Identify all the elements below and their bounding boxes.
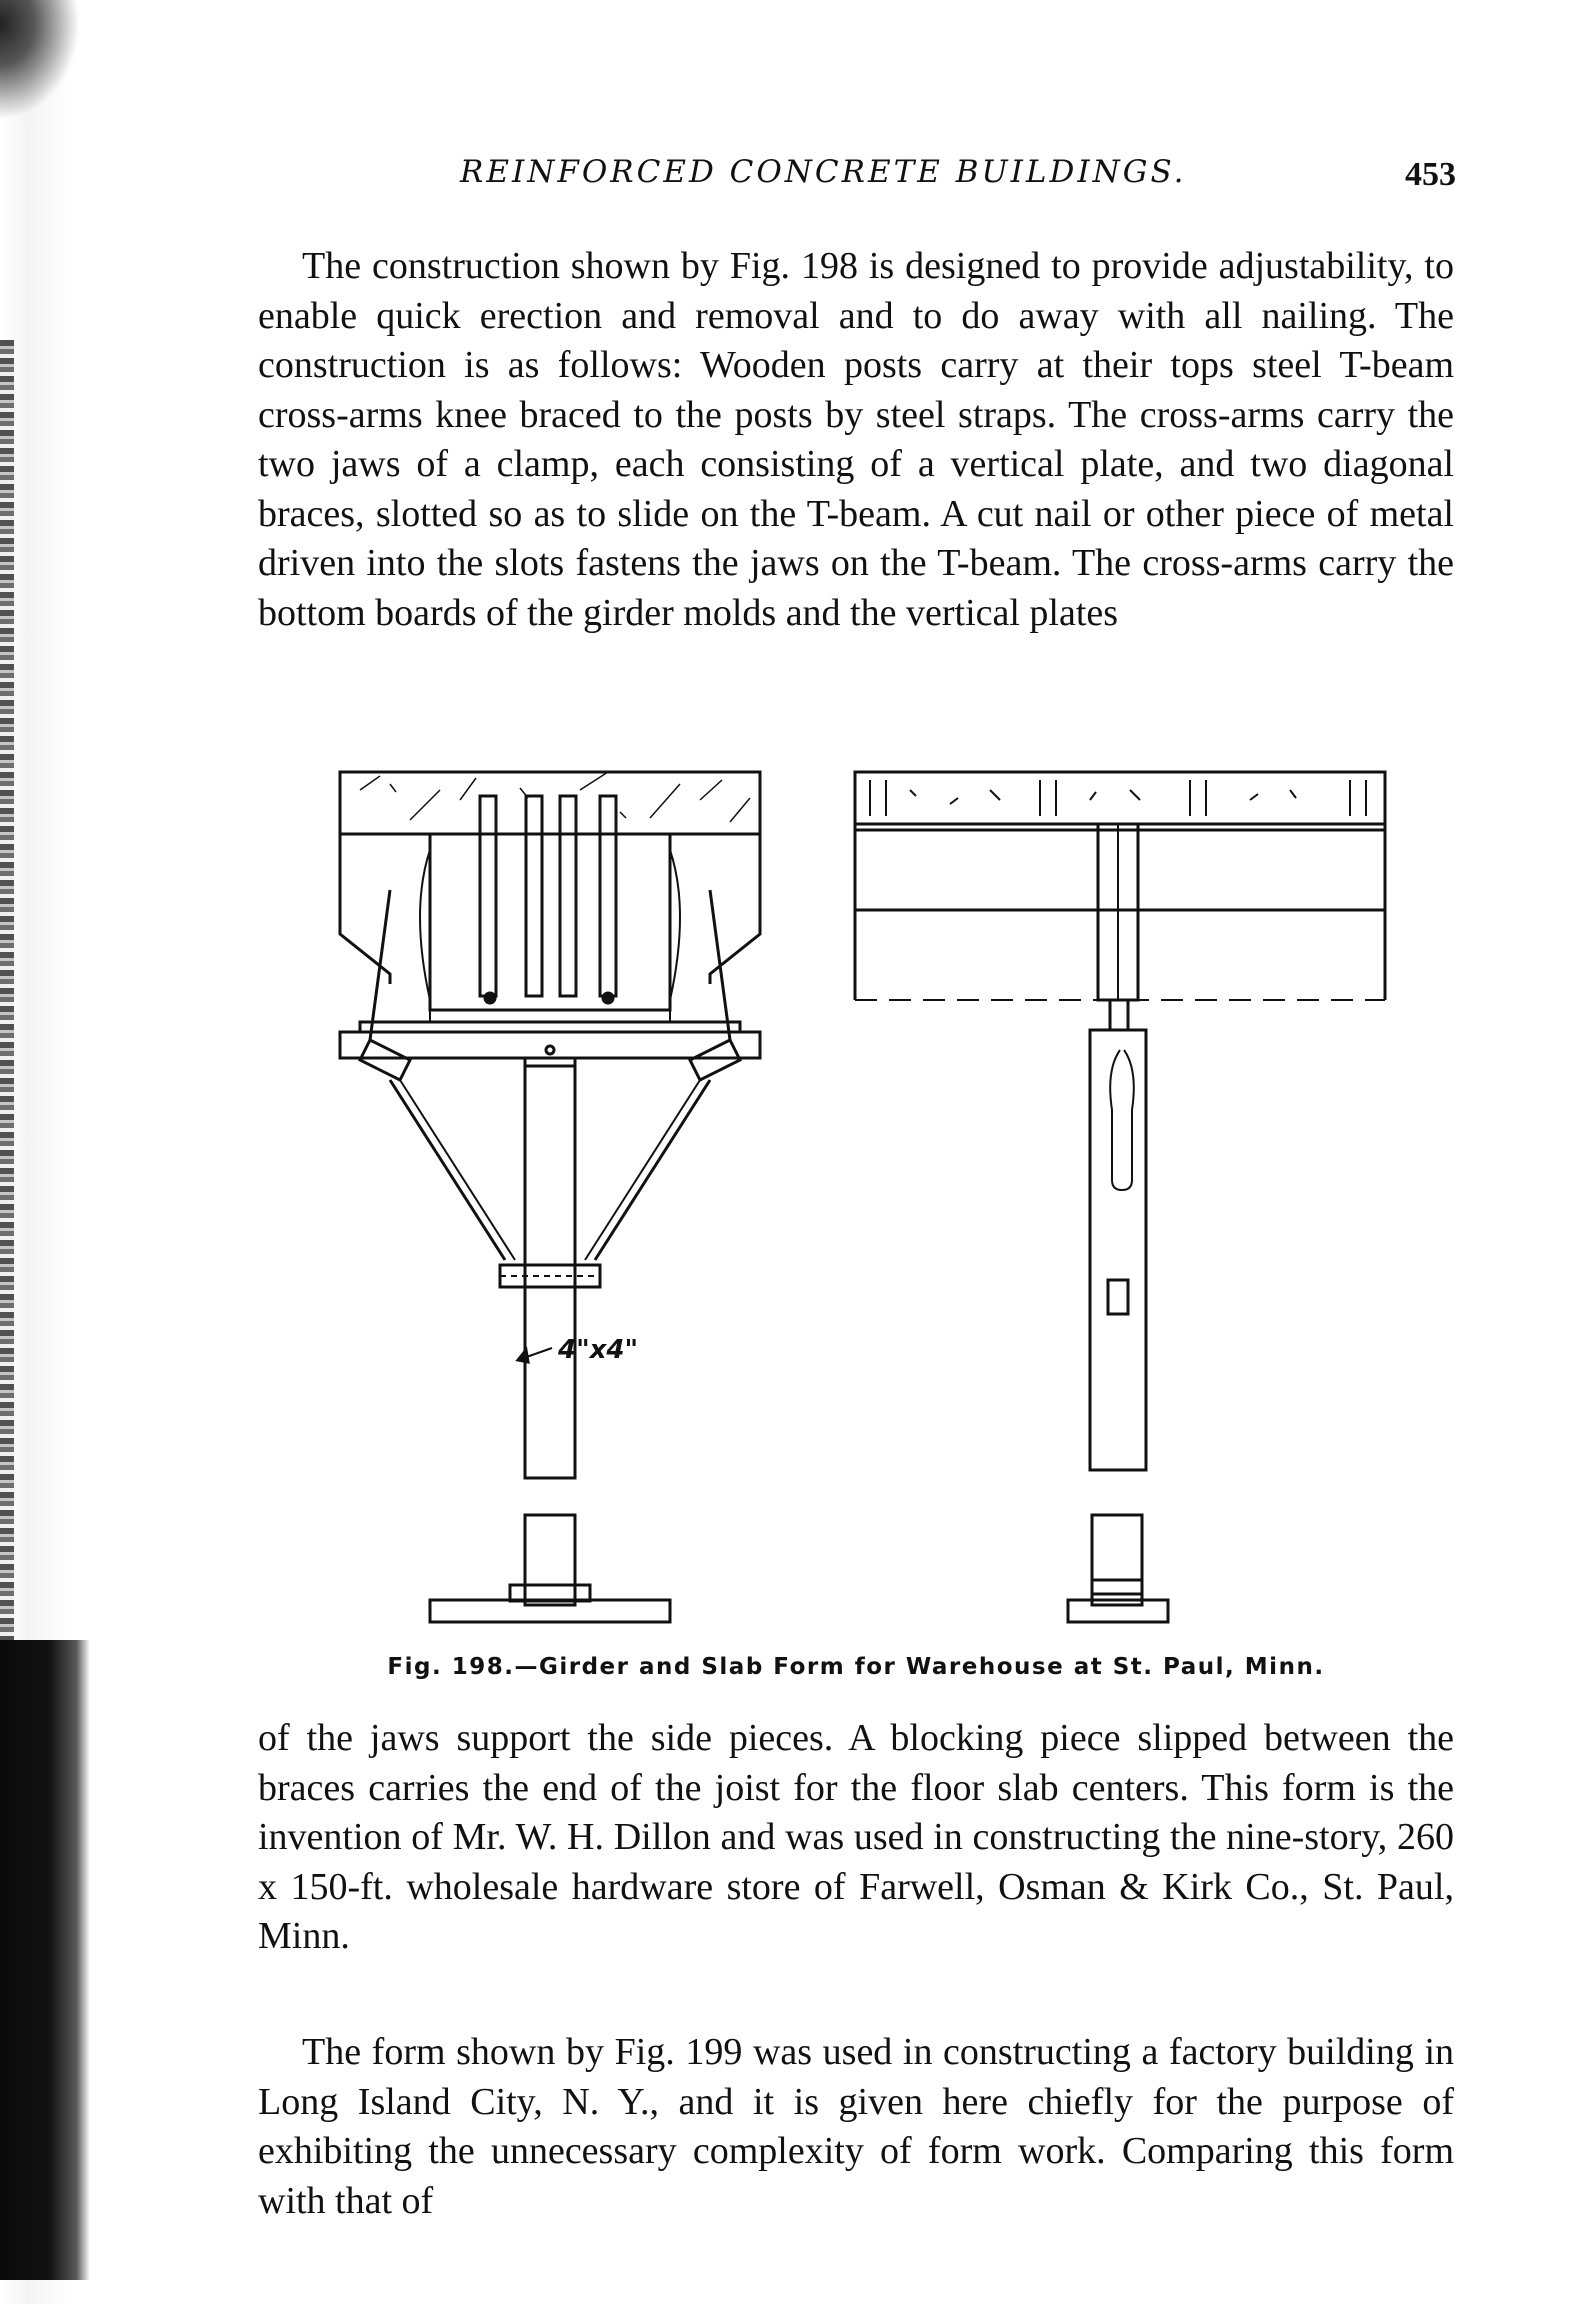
figure-caption: Fig. 198.—Girder and Slab Form for Warehouse at St. Paul, Minn. [387,1654,1325,1680]
slab-section-left [340,772,760,834]
knee-braces [390,1080,710,1260]
strap-right [690,1040,740,1080]
paragraph-3: The form shown by Fig. 199 was used in constructing a factory building in Long Island City, N. Y., and it is given here chiefly for the purpose of exhibiting the unnecessary complexity of form work. Comparing this form with that of [258,2031,1454,2222]
scan-binding-strip [0,340,14,1640]
girder-slab-form-drawing [330,760,1400,1640]
footing-right [1068,1600,1168,1622]
strap-slot [1110,1050,1134,1190]
girder-side-elevation [855,824,1385,1000]
stirrup-2 [526,796,542,996]
post-right [1090,1030,1146,1470]
post-left [525,1058,575,1478]
page-number: 453 [1405,156,1456,193]
girder-mold [430,834,670,1010]
paragraph-2: of the jaws support the side pieces. A blocking piece slipped between the braces carries the end of the joist for the floor slab centers. This form is the invention of Mr. W. H. Dillon and was used in constructing the nine-story, 260 x 150-ft. wholesale hardware store of Farwell, Osman & Kirk Co., St. Paul, Minn. [258,1717,1454,1957]
post-dimension-label: 4"x4" [558,1335,639,1365]
post-foot-right [1092,1515,1142,1605]
stirrup-1 [480,796,496,996]
running-head: REINFORCED CONCRETE BUILDINGS. [460,154,1187,190]
stirrup-4 [600,796,616,996]
strap-left [360,1040,410,1080]
side-form-left [340,834,390,984]
stirrup-3 [560,796,576,996]
side-form-right [710,834,760,984]
scan-corner-shadow [0,0,80,120]
page-header [250,152,1470,212]
paragraph-1: The construction shown by Fig. 198 is designed to provide adjustability, to enable quick erection and removal and to do away with all nailing. The construction is as follows: Wooden posts carry at their tops steel T-beam cross-arms knee braced to the posts by steel straps. The cross-arms carry the two jaws of a clamp, each consisting of a vertical plate, and two diagonal braces, slotted so as to slide on the T-beam. A cut nail or other piece of metal driven into the slots fastens the jaws on the T-beam. The cross-arms carry the bottom boards of the girder molds and the vertical plates [258,245,1454,634]
figure-198 [330,760,1400,1640]
slab-section-right [855,772,1385,824]
post-foot-left [525,1515,575,1605]
footing-left [430,1600,670,1622]
scan-edge-shadow [0,1640,90,2280]
